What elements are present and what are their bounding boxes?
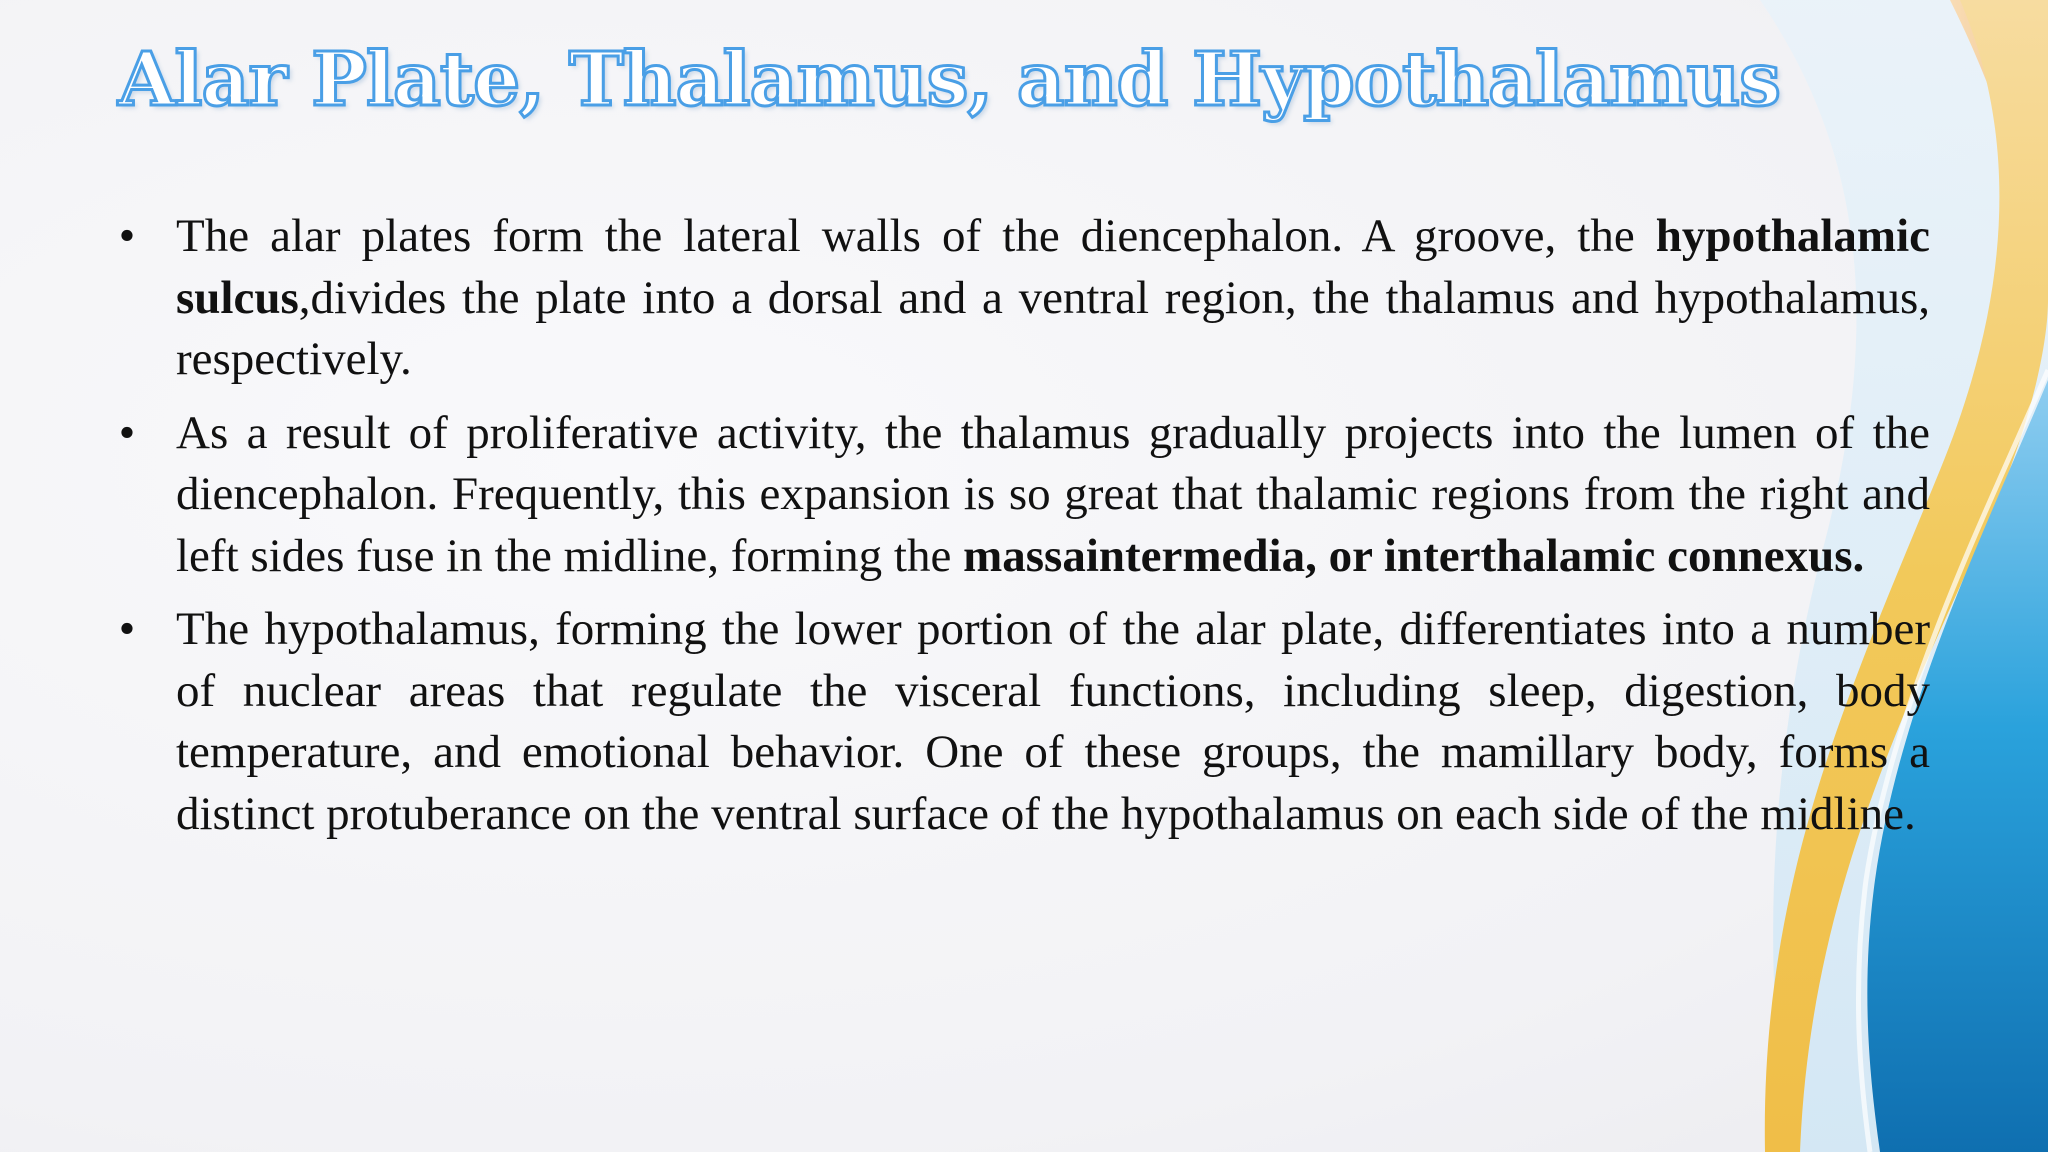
bullet-list: [112, 206, 1930, 857]
slide-title: Alar Plate, Thalamus, and Hypothalamus: [118, 37, 1780, 123]
bullet-item-2: [112, 403, 1930, 588]
bullet-marker: •: [118, 406, 136, 459]
bullet-marker: •: [118, 603, 136, 655]
bullet-text-bold: massaintermedia, or interthalamic connexus.: [963, 529, 1865, 582]
bullet-marker: •: [118, 210, 136, 262]
bullet-text: ,divides the plate into a dorsal and a ventral region, the thalamus and hypothalamus, respectively.: [176, 271, 1930, 385]
bullet-text: The alar plates form the lateral walls of the diencephalon. A groove, the: [176, 210, 1656, 262]
bullet-item-1: [112, 206, 1930, 391]
bullet-text: As a result of proliferative activity, the thalamus gradually projects into the lumen of the diencephalon. Frequently, this expansion is so great that thalamic regions from the right and left sides fuse in the midline, forming the: [176, 406, 1930, 582]
bullet-item-3: [112, 599, 1930, 845]
bullet-text: The hypothalamus, forming the lower portion of the alar plate, differentiates into a number of nuclear areas that regulate the visceral functions, including sleep, digestion, body temperature, and emotional behavior. One of these groups, the mamillary body, forms a distinct protuberance on the ventral surface of the hypothalamus on each side of the midline.: [176, 603, 1930, 840]
bullet-text-bold: hypothalamic sulcus: [176, 210, 1930, 324]
